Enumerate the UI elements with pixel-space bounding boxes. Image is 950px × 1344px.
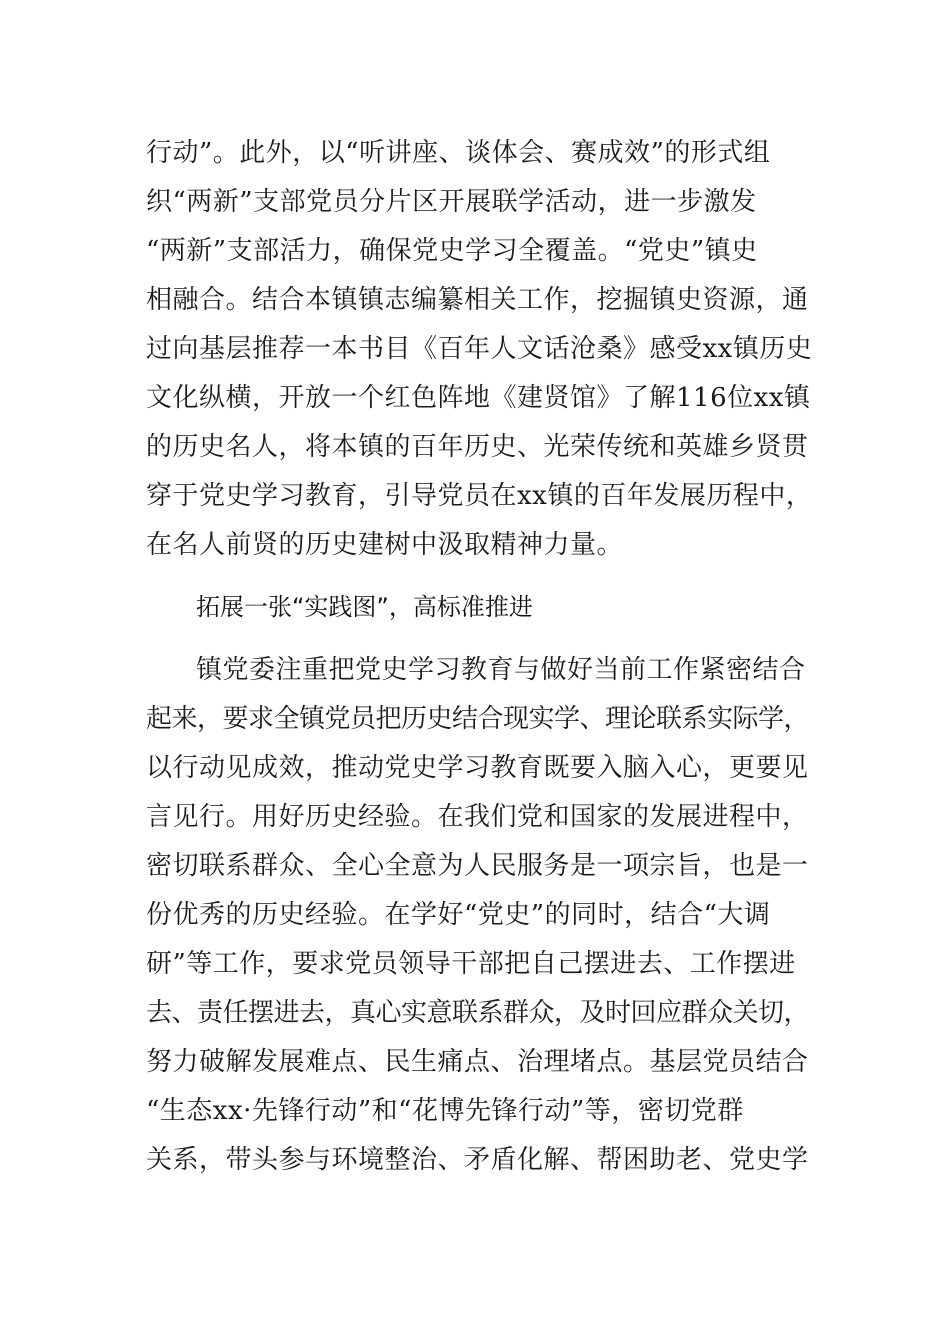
paragraph-line: 研”等工作，要求党员领导干部把自己摆进去、工作摆进	[146, 949, 796, 979]
paragraph-line: 过向基层推荐一本书目《百年人文话沧桑》感受xx镇历史	[146, 334, 813, 364]
paragraph-line: 的历史名人，将本镇的百年历史、光荣传统和英雄乡贤贯	[146, 432, 809, 462]
paragraph-line: 努力破解发展难点、民生痛点、治理堵点。基层党员结合	[146, 1047, 809, 1077]
paragraph-line: 镇党委注重把党史学习教育与做好当前工作紧密结合	[196, 655, 806, 685]
paragraph-line: 去、责任摆进去，真心实意联系群众，及时回应群众关切，	[146, 998, 810, 1028]
paragraph-line: 相融合。结合本镇镇志编纂相关工作，挖掘镇史资源，通	[146, 285, 809, 315]
paragraph-line: 穿于党史学习教育，引导党员在xx镇的百年发展历程中，	[146, 481, 813, 511]
paragraph-line: 织“两新”支部党员分片区开展联学活动，进一步激发	[146, 187, 757, 217]
paragraph-line: 关系，带头参与环境整治、矛盾化解、帮困助老、党史学	[146, 1145, 809, 1175]
paragraph-line: 在名人前贤的历史建树中汲取精神力量。	[146, 530, 624, 560]
paragraph-line: “两新”支部活力，确保党史学习全覆盖。“党史”镇史	[146, 236, 758, 266]
paragraph-line: “生态xx·先锋行动”和“花博先锋行动”等，密切党群	[146, 1096, 744, 1126]
paragraph-line: 起来，要求全镇党员把历史结合现实学、理论联系实际学，	[146, 704, 810, 734]
paragraph-line: 以行动见成效，推动党史学习教育既要入脑入心，更要见	[146, 753, 809, 783]
paragraph-line: 言见行。用好历史经验。在我们党和国家的发展进程中，	[146, 802, 809, 832]
paragraph-line: 份优秀的历史经验。在学好“党史”的同时，结合“大调	[146, 900, 771, 930]
paragraph-line: 密切联系群众、全心全意为人民服务是一项宗旨，也是一	[146, 851, 809, 881]
paragraph-line: 行动”。此外，以“听讲座、谈体会、赛成效”的形式组	[146, 138, 771, 168]
section-heading: 拓展一张“实践图”，高标准推进	[196, 593, 533, 621]
paragraph-line: 文化纵横，开放一个红色阵地《建贤馆》了解116位xx镇	[146, 383, 811, 413]
